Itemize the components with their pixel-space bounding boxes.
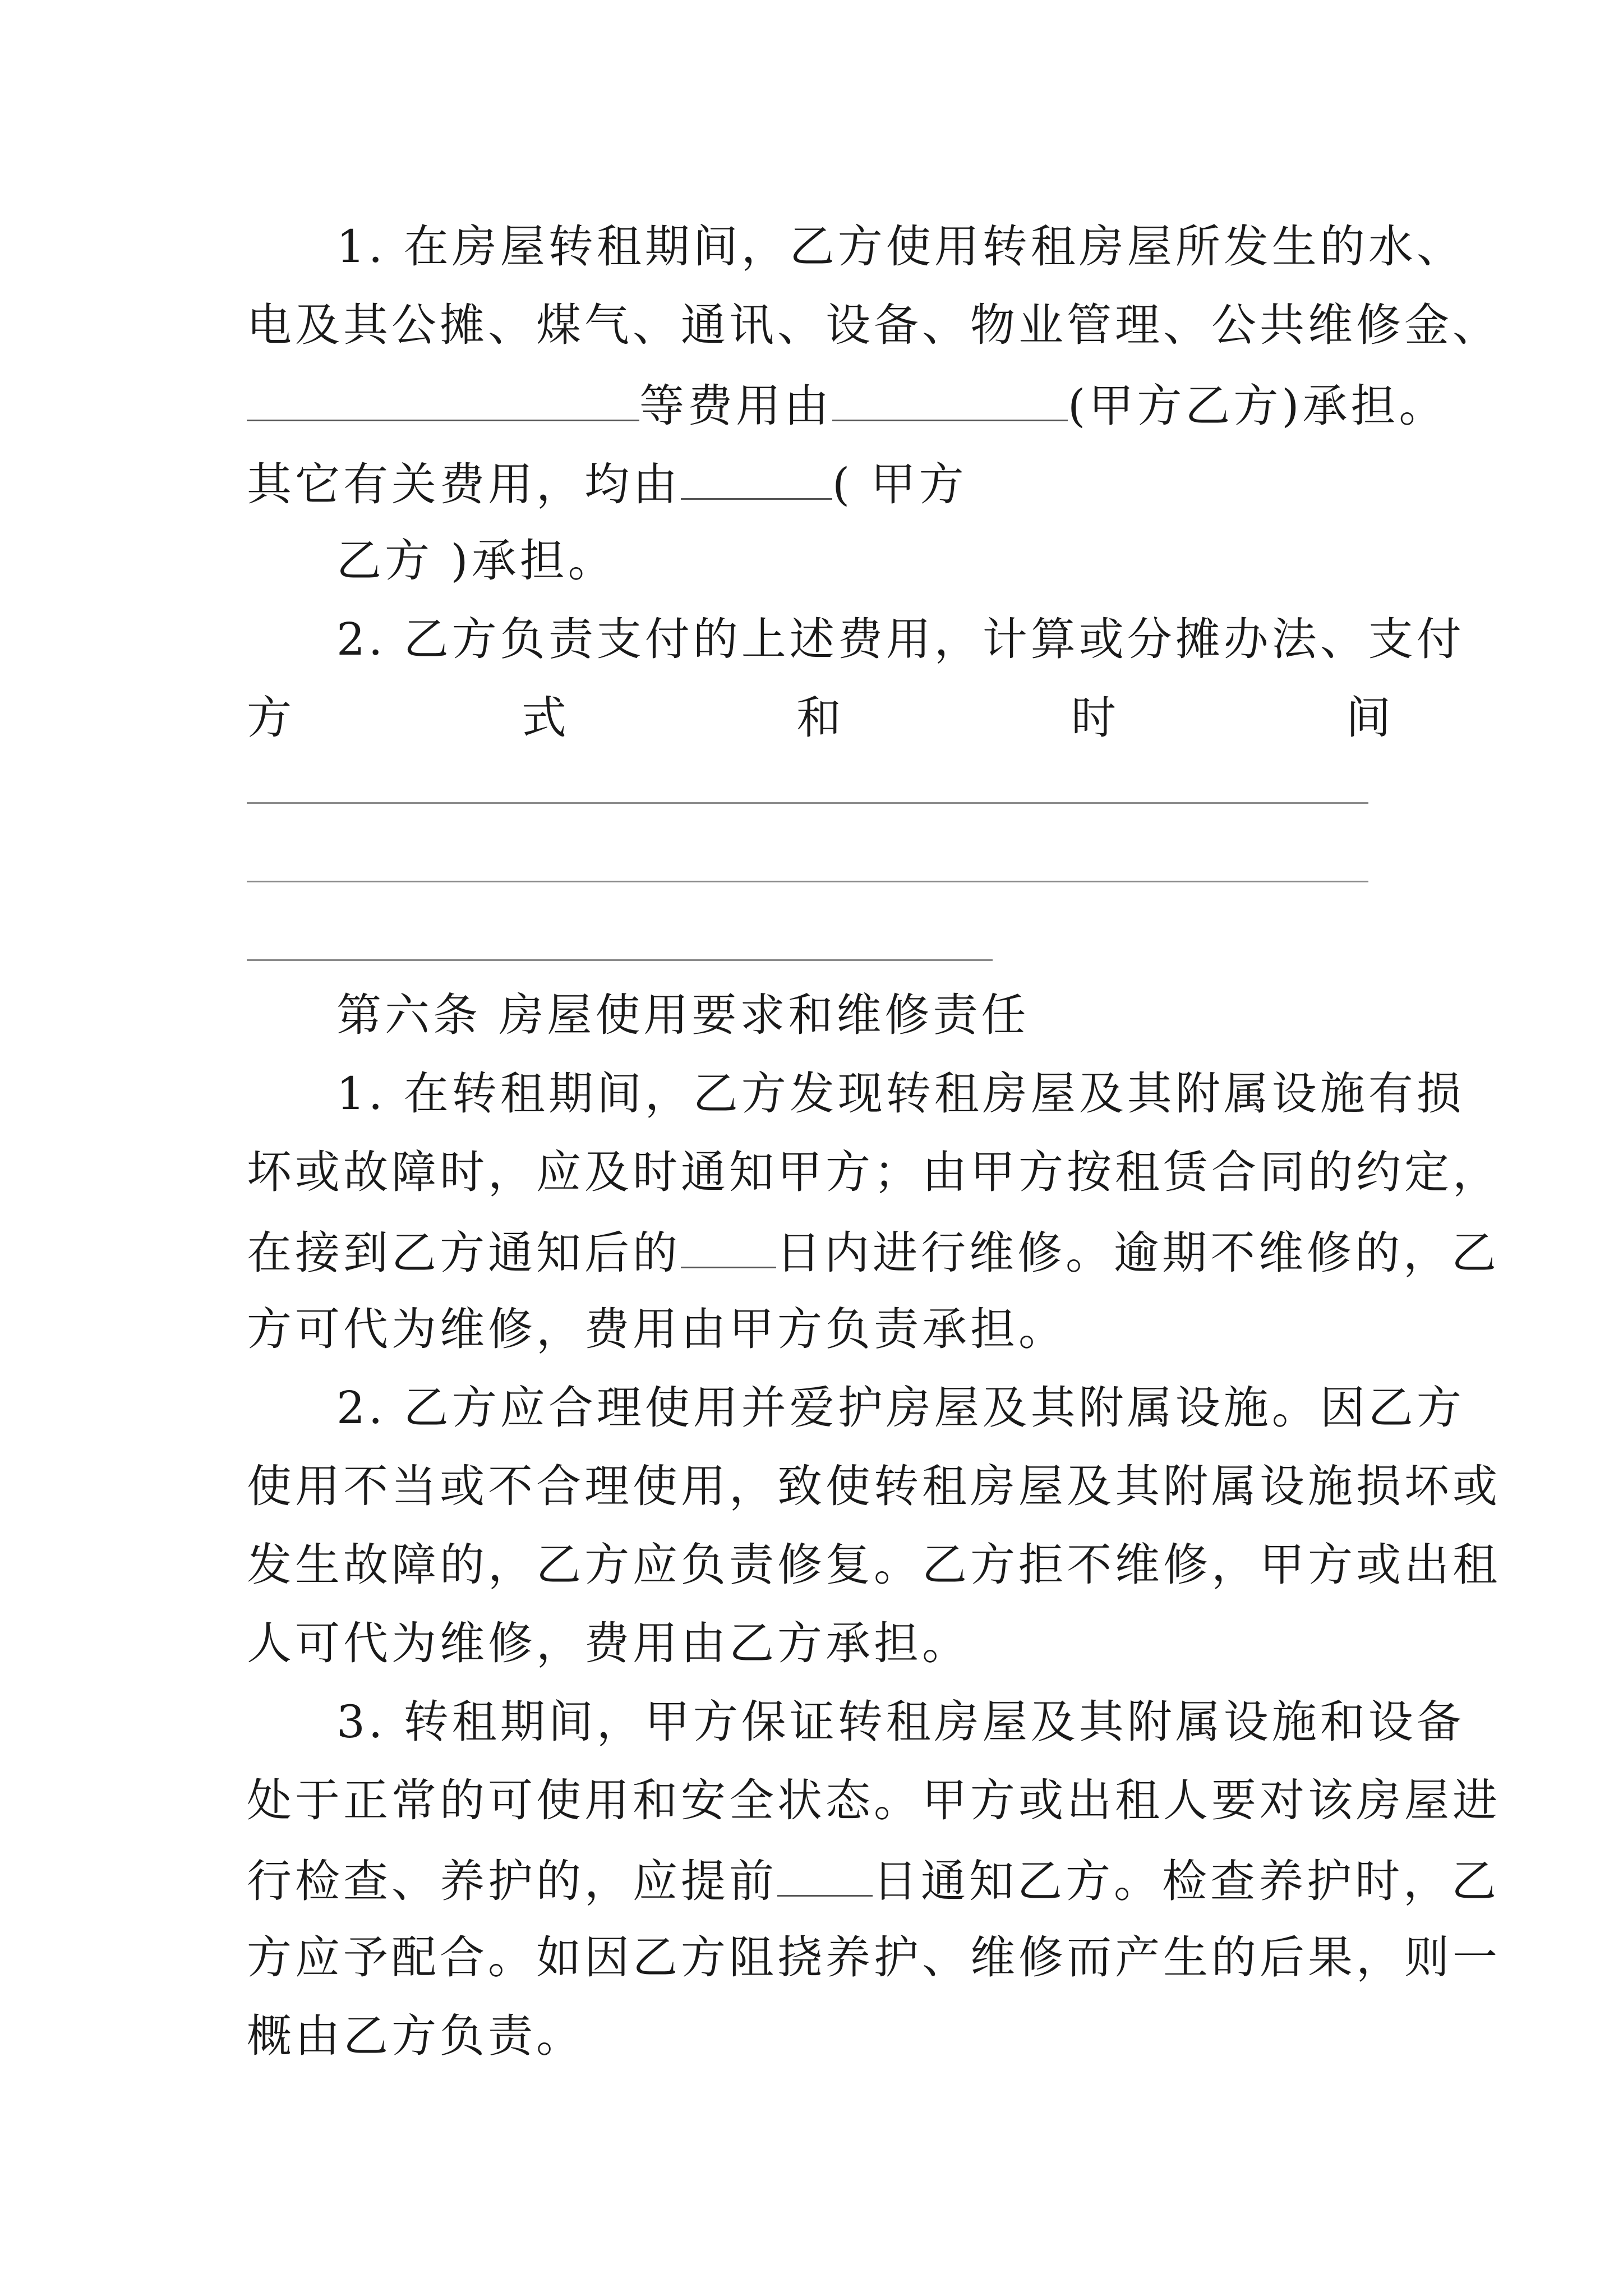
care-clause-line-4: 人可代为维修，费用由乙方承担。	[247, 1617, 970, 1669]
inspection-notice-label: 行检查、养护的，应提前	[247, 1855, 777, 1907]
payment-method-blank-3[interactable]	[247, 959, 993, 961]
other-fees-blank[interactable]	[681, 454, 832, 500]
inspection-clause-line-4: 方应予配合。如因乙方阻挠养护、维修而产生的后果，则一	[247, 1931, 1501, 1984]
repair-notice-end: 日内进行维修。逾期不维修的，乙	[776, 1227, 1500, 1279]
fee-clause-line-5: 乙方 )承担。	[336, 535, 616, 587]
fee-clause-mid: 等费用由	[639, 380, 832, 432]
spread-char: 方	[247, 692, 292, 744]
payment-clause-line-2	[247, 690, 1391, 746]
payment-method-blank-1[interactable]	[247, 802, 1368, 804]
spread-char: 式	[522, 692, 566, 744]
repair-notice-label: 在接到乙方通知后的	[247, 1227, 681, 1279]
care-clause-line-1: 2. 乙方应合理使用并爱护房屋及其附属设施。因乙方	[336, 1382, 1465, 1434]
fee-items-blank[interactable]	[247, 376, 639, 421]
fee-clause-line-2: 电及其公摊、煤气、通讯、设备、物业管理、公共维修金、	[247, 299, 1501, 351]
payment-clause-line-1: 2. 乙方负责支付的上述费用，计算或分摊办法、支付	[336, 613, 1465, 665]
inspection-notice-end: 日通知乙方。检查养护时，乙	[873, 1855, 1500, 1907]
spread-char: 时	[1071, 692, 1116, 744]
repair-clause-line-4: 方可代为维修，费用由甲方负责承担。	[247, 1303, 1067, 1355]
fee-payer-blank[interactable]	[832, 376, 1068, 421]
section-six-heading: 第六条 房屋使用要求和维修责任	[336, 989, 1030, 1041]
inspection-days-blank[interactable]	[777, 1851, 873, 1897]
fee-clause-line-1: 1. 在房屋转租期间，乙方使用转租房屋所发生的水、	[336, 220, 1465, 273]
repair-clause-line-2: 坏或故障时，应及时通知甲方；由甲方按租赁合同的约定，	[247, 1146, 1501, 1198]
inspection-clause-line-2: 处于正常的可使用和安全状态。甲方或出租人要对该房屋进	[247, 1774, 1501, 1826]
repair-clause-line-3	[247, 1223, 1500, 1281]
spread-char: 和	[796, 692, 841, 744]
other-fees-label: 其它有关费用，均由	[247, 458, 681, 510]
fee-clause-line-4	[247, 454, 1391, 513]
other-fees-party: ( 甲方	[832, 458, 967, 510]
repair-days-blank[interactable]	[681, 1223, 776, 1268]
spread-char: 间	[1346, 692, 1391, 744]
fee-clause-end: (甲方乙方)承担。	[1068, 380, 1447, 432]
inspection-clause-line-1: 3. 转租期间，甲方保证转租房屋及其附属设施和设备	[336, 1696, 1465, 1748]
inspection-clause-line-3	[247, 1851, 1500, 1910]
fee-clause-line-3	[247, 376, 1447, 434]
care-clause-line-2: 使用不当或不合理使用，致使转租房屋及其附属设施损坏或	[247, 1460, 1501, 1512]
repair-clause-line-1: 1. 在转租期间，乙方发现转租房屋及其附属设施有损	[336, 1068, 1465, 1120]
inspection-clause-line-5: 概由乙方负责。	[247, 2010, 584, 2062]
payment-method-blank-2[interactable]	[247, 881, 1368, 882]
care-clause-line-3: 发生故障的，乙方应负责修复。乙方拒不维修，甲方或出租	[247, 1539, 1501, 1591]
